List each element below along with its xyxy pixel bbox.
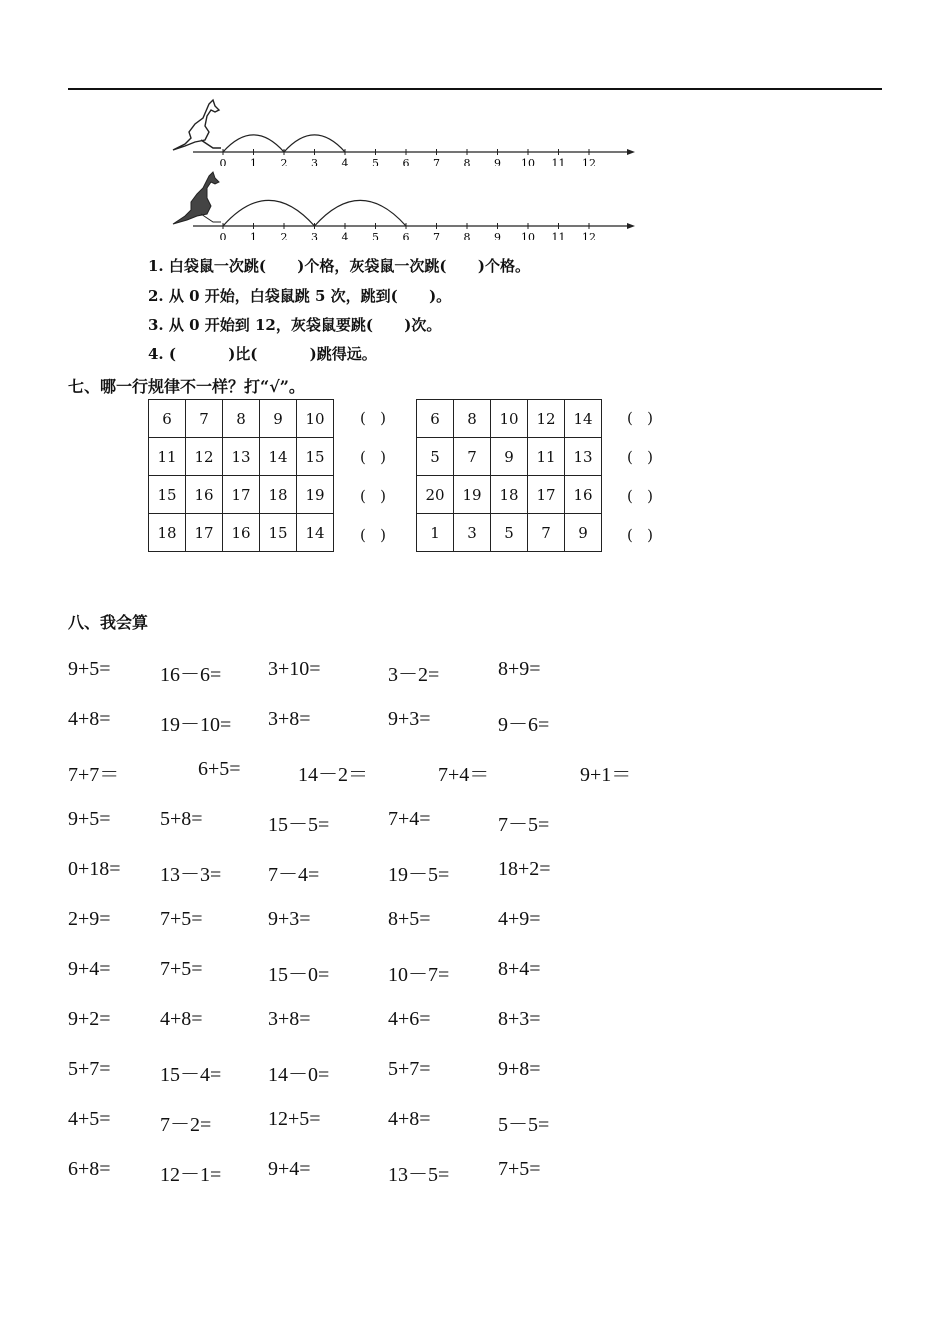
left-grid-cell: 7	[186, 400, 223, 438]
arithmetic-problem[interactable]: 7－4=	[268, 864, 320, 886]
white-line-arrow-icon	[627, 149, 635, 155]
arithmetic-problem[interactable]: 9+4=	[268, 1158, 311, 1180]
arithmetic-row	[68, 1058, 888, 1088]
arithmetic-problem[interactable]: 2+9=	[68, 908, 111, 930]
left-answer-slot[interactable]: ( )	[360, 526, 387, 544]
right-grid-cell: 7	[528, 514, 565, 552]
left-grid-cell: 18	[260, 476, 297, 514]
right-grid-cell: 12	[528, 400, 565, 438]
left-answer-slot[interactable]: ( )	[360, 487, 387, 505]
arithmetic-problem[interactable]: 5+8=	[160, 808, 203, 830]
arithmetic-problem[interactable]: 4+8=	[160, 1008, 203, 1030]
arithmetic-problem[interactable]: 6+5=	[198, 758, 241, 780]
arithmetic-problem[interactable]: 5－5=	[498, 1114, 550, 1136]
number-line-grey	[165, 170, 635, 240]
grey-line-tick-label: 6	[402, 231, 410, 240]
grey-line-tick-label: 5	[372, 231, 379, 240]
left-answer-slot[interactable]: ( )	[360, 448, 387, 466]
right-grid-cell: 20	[417, 476, 454, 514]
arithmetic-row	[68, 908, 888, 938]
white-line-tick-label: 0	[219, 157, 227, 166]
grey-line-tick-label: 2	[280, 231, 288, 240]
section-8-title: 八、我会算	[68, 613, 149, 632]
grey-line-tick-label: 1	[250, 231, 257, 240]
arithmetic-problem[interactable]: 5+7=	[388, 1058, 431, 1080]
left-grid-cell: 15	[260, 514, 297, 552]
white-line-tick-label: 12	[582, 157, 596, 166]
arithmetic-problem[interactable]: 7+7＝	[68, 764, 120, 786]
right-answer-slot[interactable]: ( )	[627, 526, 654, 544]
right-grid-cell: 1	[417, 514, 454, 552]
arithmetic-row	[68, 658, 888, 688]
question-2: 2. 从 0 开始，白袋鼠跳 5 次，跳到( )。	[148, 287, 452, 305]
arithmetic-row	[68, 758, 888, 788]
grey-line-tick-label: 11	[551, 231, 566, 240]
arithmetic-problem[interactable]: 7－5=	[498, 814, 550, 836]
arithmetic-problem[interactable]: 9+2=	[68, 1008, 111, 1030]
grey-line-tick-label: 4	[341, 231, 349, 240]
arithmetic-problem[interactable]: 15－5=	[268, 814, 330, 836]
left-grid-cell: 17	[223, 476, 260, 514]
arithmetic-row	[68, 1108, 888, 1138]
arithmetic-problem[interactable]: 8+9=	[498, 658, 541, 680]
arithmetic-problem[interactable]: 14－2＝	[298, 764, 368, 786]
white-line-tick-label: 11	[551, 157, 566, 166]
arithmetic-row	[68, 708, 888, 738]
arithmetic-problem[interactable]: 3－2=	[388, 664, 440, 686]
white-line-tick-label: 3	[311, 157, 318, 166]
left-grid-cell: 10	[297, 400, 334, 438]
right-grid-row	[417, 400, 602, 438]
arithmetic-problem[interactable]: 8+3=	[498, 1008, 541, 1030]
arithmetic-problem[interactable]: 7+4＝	[438, 764, 490, 786]
right-grid-cell: 11	[528, 438, 565, 476]
right-grid-cell: 10	[491, 400, 528, 438]
arithmetic-problem[interactable]: 9+3=	[268, 908, 311, 930]
left-grid-cell: 18	[149, 514, 186, 552]
right-grid-cell: 8	[454, 400, 491, 438]
left-grid-cell: 15	[149, 476, 186, 514]
grey-line-arrow-icon	[627, 223, 635, 229]
left-grid-cell: 14	[260, 438, 297, 476]
grey-line-tick-label: 3	[311, 231, 318, 240]
arithmetic-problem[interactable]: 7+5=	[160, 958, 203, 980]
left-grid-cell: 19	[297, 476, 334, 514]
grey-line-tick-label: 8	[463, 231, 471, 240]
arithmetic-problem[interactable]: 9+5=	[68, 658, 111, 680]
right-answer-slot[interactable]: ( )	[627, 487, 654, 505]
grey-line-tick-label: 0	[219, 231, 227, 240]
left-grid-cell: 11	[149, 438, 186, 476]
arithmetic-problem[interactable]: 4+5=	[68, 1108, 111, 1130]
arithmetic-problem[interactable]: 9+8=	[498, 1058, 541, 1080]
white-line-tick-label: 10	[521, 157, 535, 166]
left-grid-row	[149, 476, 334, 514]
top-rule	[68, 88, 882, 90]
question-4: 4. ( )比( )跳得远。	[148, 345, 377, 363]
pattern-grid-right	[416, 399, 602, 552]
arithmetic-problem[interactable]: 7+5=	[498, 1158, 541, 1180]
right-grid-row	[417, 476, 602, 514]
right-grid-row	[417, 438, 602, 476]
arithmetic-problem[interactable]: 12－1=	[160, 1164, 222, 1186]
white-line-tick-label: 9	[494, 157, 501, 166]
arithmetic-row	[68, 1008, 888, 1038]
right-grid-cell: 9	[491, 438, 528, 476]
arithmetic-problem[interactable]: 9+4=	[68, 958, 111, 980]
arithmetic-problem[interactable]: 7+5=	[160, 908, 203, 930]
arithmetic-row	[68, 958, 888, 988]
arithmetic-problem[interactable]: 9－6=	[498, 714, 550, 736]
right-answer-slot[interactable]: ( )	[627, 448, 654, 466]
grey-line-tick-label: 12	[582, 231, 596, 240]
right-answer-slot[interactable]: ( )	[627, 409, 654, 427]
white-line-tick-label: 4	[341, 157, 349, 166]
left-grid-row	[149, 438, 334, 476]
right-grid-cell: 6	[417, 400, 454, 438]
left-grid-cell: 13	[223, 438, 260, 476]
left-grid-cell: 14	[297, 514, 334, 552]
right-grid-cell: 13	[565, 438, 602, 476]
right-grid-cell: 9	[565, 514, 602, 552]
arithmetic-problem[interactable]: 4+8=	[388, 1108, 431, 1130]
grey-line-jump-arc	[315, 200, 407, 226]
arithmetic-problem[interactable]: 7+4=	[388, 808, 431, 830]
right-grid-cell: 17	[528, 476, 565, 514]
arithmetic-problem[interactable]: 8+4=	[498, 958, 541, 980]
arithmetic-problem[interactable]: 5+7=	[68, 1058, 111, 1080]
grey-line-tick-label: 9	[494, 231, 501, 240]
section-7-title: 七、哪一行规律不一样？打“√”。	[68, 377, 305, 396]
right-grid-cell: 18	[491, 476, 528, 514]
arithmetic-problem[interactable]: 4+9=	[498, 908, 541, 930]
arithmetic-problem[interactable]: 13－5=	[388, 1164, 450, 1186]
arithmetic-problem[interactable]: 19－5=	[388, 864, 450, 886]
arithmetic-problem[interactable]: 14－0=	[268, 1064, 330, 1086]
arithmetic-row	[68, 1158, 888, 1188]
arithmetic-problem[interactable]: 8+5=	[388, 908, 431, 930]
arithmetic-problem[interactable]: 9+5=	[68, 808, 111, 830]
left-answer-slot[interactable]: ( )	[360, 409, 387, 427]
arithmetic-problem[interactable]: 15－4=	[160, 1064, 222, 1086]
pattern-grid-left	[148, 399, 334, 552]
grey-line-tick-label: 10	[521, 231, 535, 240]
arithmetic-row	[68, 858, 888, 888]
arithmetic-problem[interactable]: 7－2=	[160, 1114, 212, 1136]
arithmetic-problem[interactable]: 16－6=	[160, 664, 222, 686]
left-grid-cell: 17	[186, 514, 223, 552]
white-line-tick-label: 5	[372, 157, 379, 166]
right-grid-cell: 3	[454, 514, 491, 552]
arithmetic-problem[interactable]: 10－7=	[388, 964, 450, 986]
white-line-tick-label: 6	[402, 157, 410, 166]
question-1: 1. 白袋鼠一次跳( )个格，灰袋鼠一次跳( )个格。	[148, 257, 530, 275]
arithmetic-row	[68, 808, 888, 838]
grey-kangaroo-icon	[173, 172, 221, 224]
left-grid-cell: 15	[297, 438, 334, 476]
arithmetic-problem[interactable]: 9+3=	[388, 708, 431, 730]
arithmetic-problem[interactable]: 6+8=	[68, 1158, 111, 1180]
right-grid-cell: 5	[417, 438, 454, 476]
arithmetic-problem[interactable]: 3+8=	[268, 708, 311, 730]
arithmetic-problem[interactable]: 12+5=	[268, 1108, 321, 1130]
left-grid-cell: 16	[223, 514, 260, 552]
arithmetic-problem[interactable]: 9+1＝	[580, 764, 632, 786]
right-grid-cell: 14	[565, 400, 602, 438]
left-grid-cell: 9	[260, 400, 297, 438]
right-grid-row	[417, 514, 602, 552]
arithmetic-problem[interactable]: 15－0=	[268, 964, 330, 986]
number-line-white	[165, 96, 635, 166]
right-grid-cell: 16	[565, 476, 602, 514]
question-3: 3. 从 0 开始到 12，灰袋鼠要跳( )次。	[148, 316, 442, 334]
grey-line-jump-arc	[223, 200, 315, 226]
left-grid-row	[149, 514, 334, 552]
arithmetic-problem[interactable]: 18+2=	[498, 858, 551, 880]
left-grid-cell: 6	[149, 400, 186, 438]
left-grid-row	[149, 400, 334, 438]
arithmetic-problem[interactable]: 4+8=	[68, 708, 111, 730]
left-grid-cell: 8	[223, 400, 260, 438]
arithmetic-problem[interactable]: 0+18=	[68, 858, 121, 880]
right-grid-cell: 5	[491, 514, 528, 552]
white-line-tick-label: 7	[433, 157, 440, 166]
left-grid-cell: 16	[186, 476, 223, 514]
arithmetic-problem[interactable]: 3+8=	[268, 1008, 311, 1030]
white-line-tick-label: 8	[463, 157, 471, 166]
arithmetic-problem[interactable]: 13－3=	[160, 864, 222, 886]
arithmetic-problem[interactable]: 4+6=	[388, 1008, 431, 1030]
white-line-tick-label: 1	[250, 157, 257, 166]
right-grid-cell: 19	[454, 476, 491, 514]
grey-line-tick-label: 7	[433, 231, 440, 240]
white-kangaroo-icon	[173, 100, 221, 150]
arithmetic-problem[interactable]: 19－10=	[160, 714, 232, 736]
arithmetic-problem[interactable]: 3+10=	[268, 658, 321, 680]
left-grid-cell: 12	[186, 438, 223, 476]
white-line-tick-label: 2	[280, 157, 288, 166]
right-grid-cell: 7	[454, 438, 491, 476]
